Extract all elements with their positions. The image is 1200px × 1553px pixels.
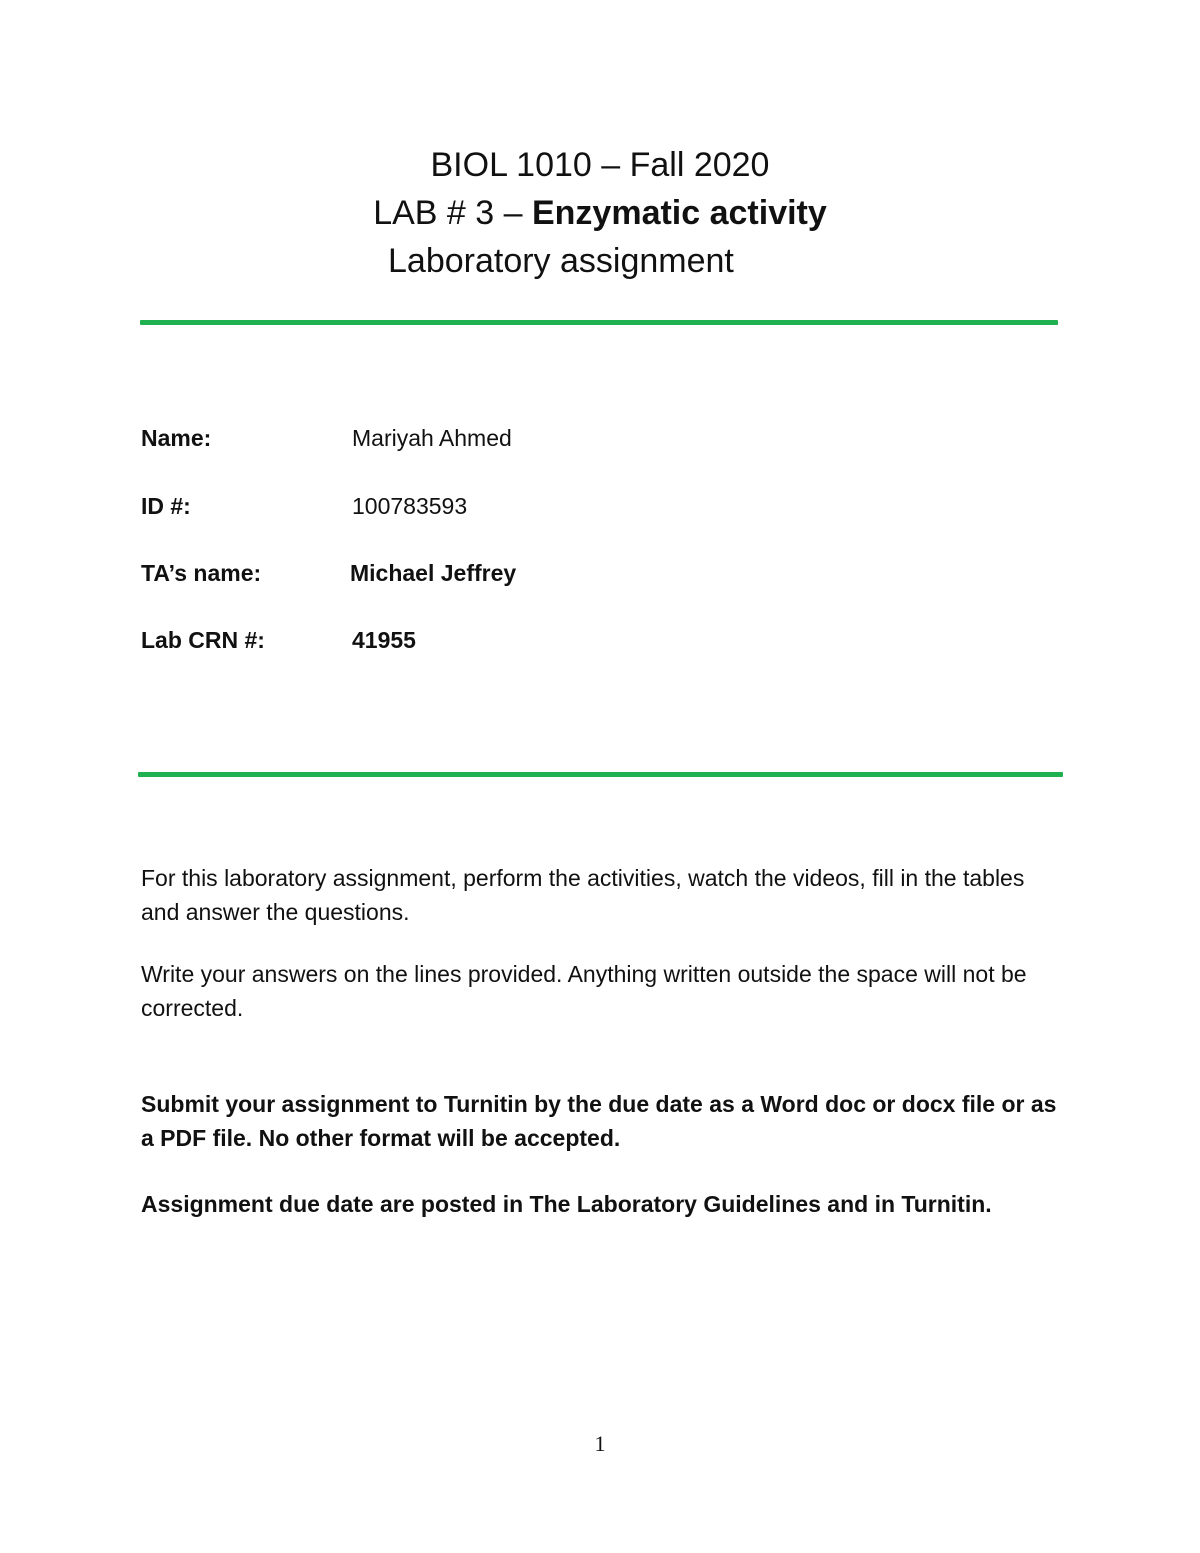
instruction-submission: Submit your assignment to Turnitin by the due date as a Word doc or docx file or as a PDF file. No other format will be accepted. xyxy=(141,1091,1057,1151)
name-value: Mariyah Ahmed xyxy=(352,425,512,451)
top-divider xyxy=(140,320,1058,325)
id-label: ID #: xyxy=(141,493,191,519)
instruction-due-date: Assignment due date are posted in The Laboratory Guidelines and in Turnitin. xyxy=(141,1191,992,1217)
page-number: 1 xyxy=(594,1431,606,1456)
lab-title xyxy=(0,192,1200,234)
lab-number: LAB # 3 – xyxy=(373,194,532,232)
instruction-answers: Write your answers on the lines provided. Anything written outside the space will not be corrected. xyxy=(141,961,1027,1021)
id-value: 100783593 xyxy=(352,493,468,519)
assignment-subtitle: Laboratory assignment xyxy=(388,242,734,280)
name-label: Name: xyxy=(141,425,212,451)
course-title: BIOL 1010 – Fall 2020 xyxy=(430,146,770,184)
instruction-activities: For this laboratory assignment, perform the activities, watch the videos, fill in the tables and answer the questions. xyxy=(141,865,1025,925)
crn-value: 41955 xyxy=(352,627,416,653)
ta-value: Michael Jeffrey xyxy=(350,560,517,586)
bottom-divider xyxy=(138,772,1063,777)
lab-topic: Enzymatic activity xyxy=(531,194,827,232)
crn-label: Lab CRN #: xyxy=(141,627,265,653)
ta-label: TA’s name: xyxy=(141,560,262,586)
